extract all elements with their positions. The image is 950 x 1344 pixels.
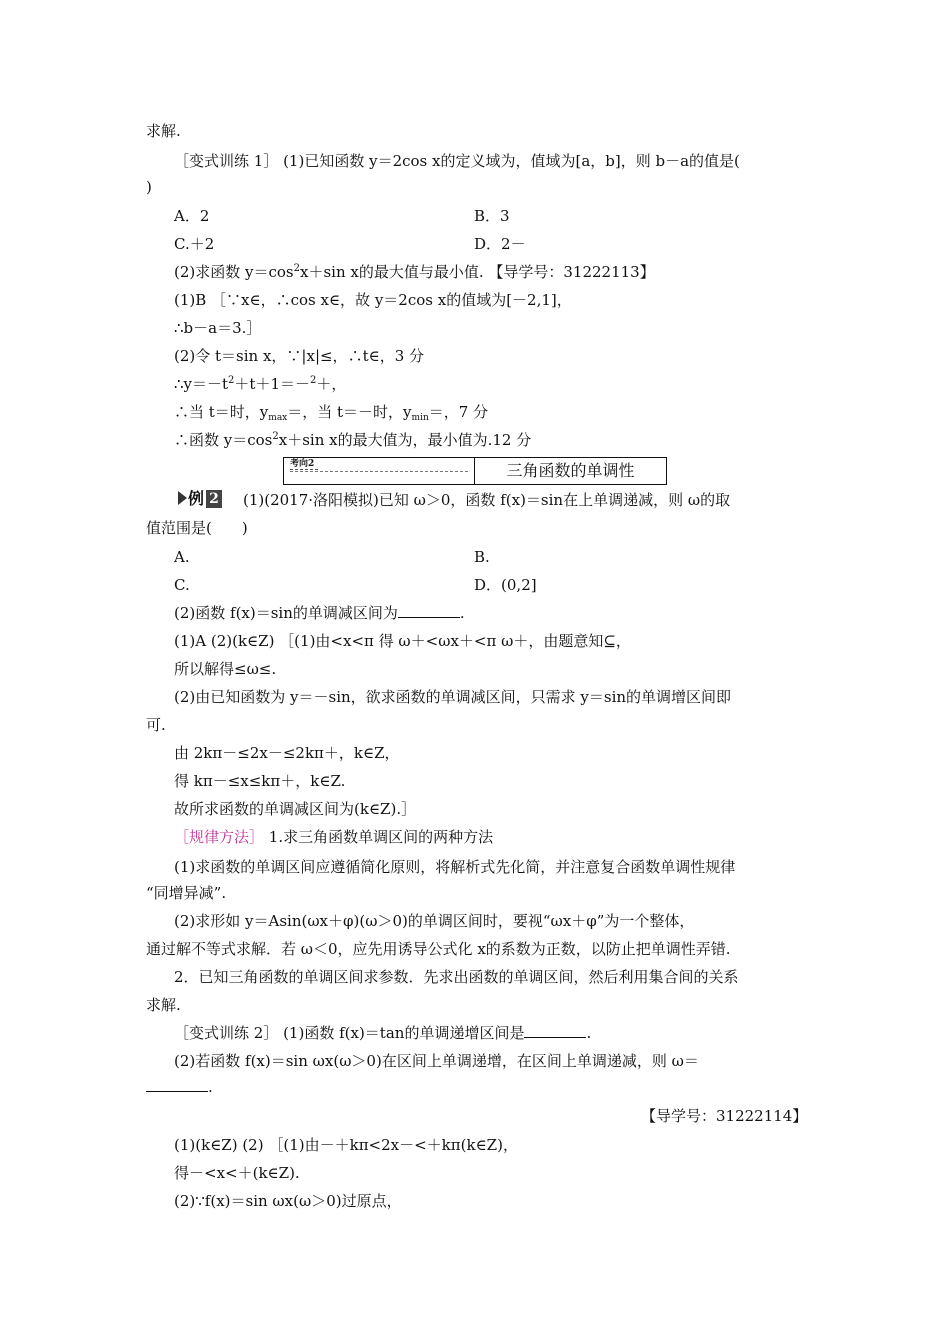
example-label: 例: [188, 489, 205, 508]
answer-line: (2)∵f(x)＝sin ωx(ω＞0)过原点，: [174, 1192, 402, 1210]
method-line: “同增异减”.: [146, 884, 227, 902]
answer-line: ∴b－a＝3.］: [174, 319, 262, 337]
training-2-question: (2)若函数 f(x)＝sin ωx(ω＞0)在区间上单调递增，在区间上单调递减，则 ω＝: [174, 1052, 699, 1070]
training-2-question: .: [146, 1076, 213, 1098]
topic-title: 三角函数的单调性: [506, 461, 635, 480]
answer-line: (2)令 t＝sin x，∵|x|≤，∴t∈，3 分: [174, 347, 425, 365]
answer-line: 得 kπ－≤x≤kπ＋，k∈Z.: [174, 772, 346, 790]
answer-blank: [146, 1077, 208, 1092]
option-a: A．2: [174, 207, 210, 225]
answer-line: ∴函数 $y=\cos^2x+\sin$ x的最大值为，最小值为.12 分: [174, 431, 532, 449]
answer-line: 得－<x<＋(k∈Z).: [174, 1164, 300, 1182]
option-d: D．(0,2]: [474, 576, 537, 594]
example-badge: [178, 488, 222, 510]
text-line: (2)求函数 $y=\cos^2x+\sin$ x的最大值与最小值. 【导学号：31222113】: [174, 263, 655, 281]
topic-tag-label: 考向2: [290, 459, 318, 470]
option-a: A.: [174, 548, 190, 566]
answer-line: 可.: [146, 716, 166, 734]
method-line: (2)求形如 y＝Asin(ωx＋φ)(ω＞0)的单调区间时，要视“ωx＋φ”为一个整体，: [174, 912, 695, 930]
topic-tag: [284, 458, 474, 484]
method-line: 通过解不等式求解．若 ω＜0，应先用诱导公式化 x的系数为正数，以防止把单调性弄错.: [146, 940, 731, 958]
text-line: ): [146, 178, 152, 196]
example-question: (2)函数 f(x)＝sin的单调减区间为 .: [174, 604, 465, 622]
example-question: 值范围是( ): [146, 519, 248, 537]
training-1-question: ［变式训练 1］ (1)已知函数 y＝2cos x的定义域为，值域为[a，b]，则 b－a的值是(: [174, 152, 740, 170]
option-b: B．3: [474, 207, 510, 225]
answer-line: (1)A (2)(k∈Z) ［(1)由<x<π 得 ω＋<ωx＋<π ω＋，由题意知⊆，: [174, 632, 631, 650]
method-line: 2．已知三角函数的单调区间求参数．先求出函数的单调区间，然后利用集合间的关系: [174, 968, 739, 986]
topic-header-box: [283, 457, 667, 485]
method-heading: ［规律方法］ 1.求三角函数单调区间的两种方法: [174, 828, 494, 846]
example-number: 2: [206, 490, 222, 508]
answer-line: 所以解得≤ω≤.: [174, 660, 277, 678]
example-question: (1)(2017·洛阳模拟)已知 ω＞0，函数 f(x)＝sin在上单调递减，则 ω的取: [243, 491, 731, 509]
option-d: D．2－: [474, 235, 526, 253]
dashed-divider: [290, 471, 468, 472]
training-2-question: ［变式训练 2］ (1)函数 f(x)＝tan的单调递增区间是 .: [174, 1024, 592, 1042]
answer-line: (2)由已知函数为 y＝－sin，欲求函数的单调减区间，只需求 y＝sin的单调增区间即: [174, 688, 732, 706]
option-b: B.: [474, 548, 490, 566]
answer-blank: [398, 603, 460, 618]
method-line: 求解.: [146, 996, 181, 1014]
option-c: C.: [174, 576, 190, 594]
guide-number: 【导学号：31222114】: [641, 1107, 808, 1125]
answer-blank: [524, 1023, 586, 1038]
text-line: 求解.: [146, 122, 181, 140]
answer-line: 故所求函数的单调减区间为(k∈Z).］: [174, 800, 417, 818]
arrow-icon: [178, 491, 187, 505]
method-line: (1)求函数的单调区间应遵循简化原则，将解析式先化简，并注意复合函数单调性规律: [174, 858, 736, 876]
answer-line: 由 2kπ－≤2x－≤2kπ＋，k∈Z，: [174, 744, 400, 762]
answer-line: $\therefore y=-t^2+t+1=-^2+$，: [174, 375, 347, 393]
method-label: ［规律方法］: [174, 828, 265, 846]
answer-line: ∴当 t＝时，$y_{max}=$，当 t＝－时，$y_{min}=$，7 分: [174, 403, 489, 423]
answer-line: (1)(k∈Z) (2) ［(1)由－＋kπ<2x－<＋kπ(k∈Z)，: [174, 1136, 518, 1154]
option-c: C.＋2: [174, 235, 215, 253]
answer-line: (1)B ［∵x∈，∴cos x∈，故 y＝2cos x的值域为[－2,1]，: [174, 291, 572, 309]
